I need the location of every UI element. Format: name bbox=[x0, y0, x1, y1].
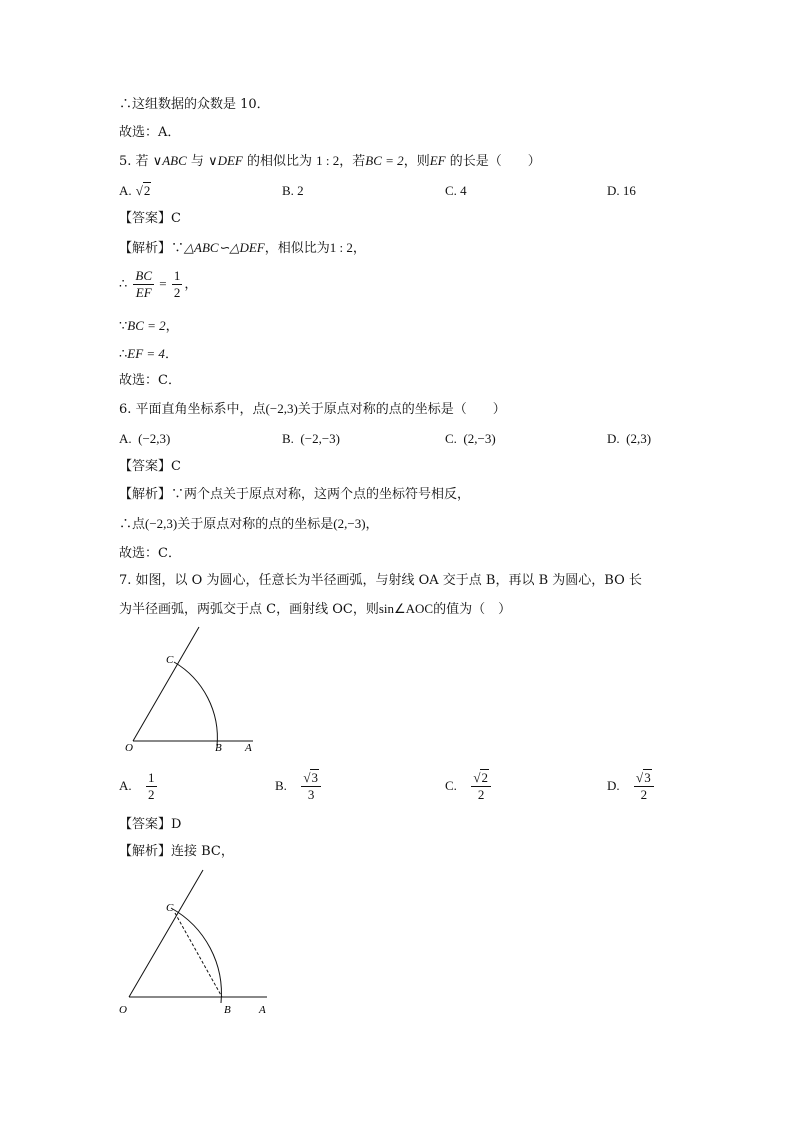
label-o: O bbox=[125, 742, 133, 754]
q7-stem-line2: 为半径画弧，两弧交于点 C，画射线 OC，则sin∠AOC的值为（ ） bbox=[119, 601, 512, 617]
q7-option-d: D. $\frac{√3}{2}$ bbox=[607, 768, 656, 805]
q5-num: 5. 若 bbox=[119, 154, 149, 169]
prev-choose: 故选：A． bbox=[119, 125, 181, 140]
label-a: A bbox=[245, 742, 252, 754]
q5-ef: EF bbox=[429, 153, 446, 168]
q5-option-b: B. 2 bbox=[282, 183, 304, 198]
q7-answer: 【答案】D bbox=[119, 817, 182, 832]
q5-stem: 5. 若 ∨ABC 与 ∨DEF 的相似比为 1 : 2，若BC = 2，则EF 的长是（ ） bbox=[119, 153, 541, 169]
q5-fraction-line: ∴ $\frac{BC}{EF}$ = $\frac{1}{2}$ ， bbox=[119, 268, 198, 300]
triangle-symbol: ∨ bbox=[208, 153, 218, 168]
label-b: B bbox=[224, 1004, 231, 1016]
q6-answer: 【答案】C bbox=[119, 459, 181, 474]
q6-option-c: C. (2,−3) bbox=[445, 431, 496, 446]
q5-option-c: C. 4 bbox=[445, 183, 467, 198]
q7-figure-2 bbox=[113, 866, 273, 1018]
q5-tri-abc: ABC bbox=[162, 153, 187, 168]
q5-because: ∵BC = 2， bbox=[119, 318, 179, 334]
q5-analysis: 【解析】∵△ABC∽△DEF，相似比为1 : 2， bbox=[119, 240, 366, 256]
prev-conclusion: ∴这组数据的众数是 10． bbox=[119, 97, 270, 112]
label-c: C bbox=[166, 902, 174, 914]
triangle-symbol: ∨ bbox=[152, 153, 163, 168]
q5-tri-def: DEF bbox=[217, 153, 243, 168]
q6-option-a: A. (−2,3) bbox=[119, 431, 171, 446]
q6-analysis-line2: ∴点(−2,3)关于原点对称的点的坐标是(2,−3)， bbox=[119, 516, 379, 532]
q6-analysis: 【解析】∵两个点关于原点对称，这两个点的坐标符号相反， bbox=[119, 487, 471, 502]
arc-bc bbox=[171, 908, 221, 1003]
segment-bc-dashed bbox=[175, 913, 222, 997]
q7-stem-line1: 7. 如图，以 O 为圆心，任意长为半径画弧，与射线 OA 交于点 B，再以 B 为圆心，BO 长 bbox=[119, 573, 642, 588]
q7-analysis: 【解析】连接 BC， bbox=[119, 844, 234, 859]
q5-option-d: D. 16 bbox=[607, 183, 636, 198]
q6-option-b: B. (−2,−3) bbox=[282, 431, 340, 446]
q5-option-a: A. √2 bbox=[119, 183, 151, 198]
q5-bc-eq: BC = 2 bbox=[365, 153, 404, 168]
q7-figure-1 bbox=[115, 620, 265, 755]
label-c: C bbox=[166, 654, 174, 666]
q5-ratio: 1 : 2 bbox=[316, 153, 340, 168]
q7-option-b: B. $\frac{√3}{3}$ bbox=[275, 768, 323, 805]
q5-choose: 故选：C． bbox=[119, 373, 181, 388]
q7-option-a: A. $\frac{1}{2}$ bbox=[119, 770, 155, 802]
q7-option-c: C. $\frac{√2}{2}$ bbox=[445, 768, 493, 805]
arc-bc bbox=[174, 662, 217, 746]
ray-oc bbox=[129, 870, 203, 997]
q6-choose: 故选：C． bbox=[119, 546, 181, 561]
q6-stem: 6. 平面直角坐标系中，点(−2,3)关于原点对称的点的坐标是（ ） bbox=[119, 401, 506, 417]
label-o: O bbox=[119, 1004, 127, 1016]
q5-therefore: ∴EF = 4． bbox=[119, 346, 178, 362]
label-a: A bbox=[259, 1004, 266, 1016]
label-b: B bbox=[215, 742, 222, 754]
q5-answer: 【答案】C bbox=[119, 211, 181, 226]
fraction-one-half: $\frac{1}{2}$ bbox=[173, 268, 181, 300]
ray-oc bbox=[133, 627, 199, 741]
fraction-bc-ef: $\frac{BC}{EF}$ bbox=[135, 268, 153, 300]
sqrt-symbol: √2 bbox=[135, 183, 151, 198]
q6-option-d: D. (2,3) bbox=[607, 431, 652, 446]
